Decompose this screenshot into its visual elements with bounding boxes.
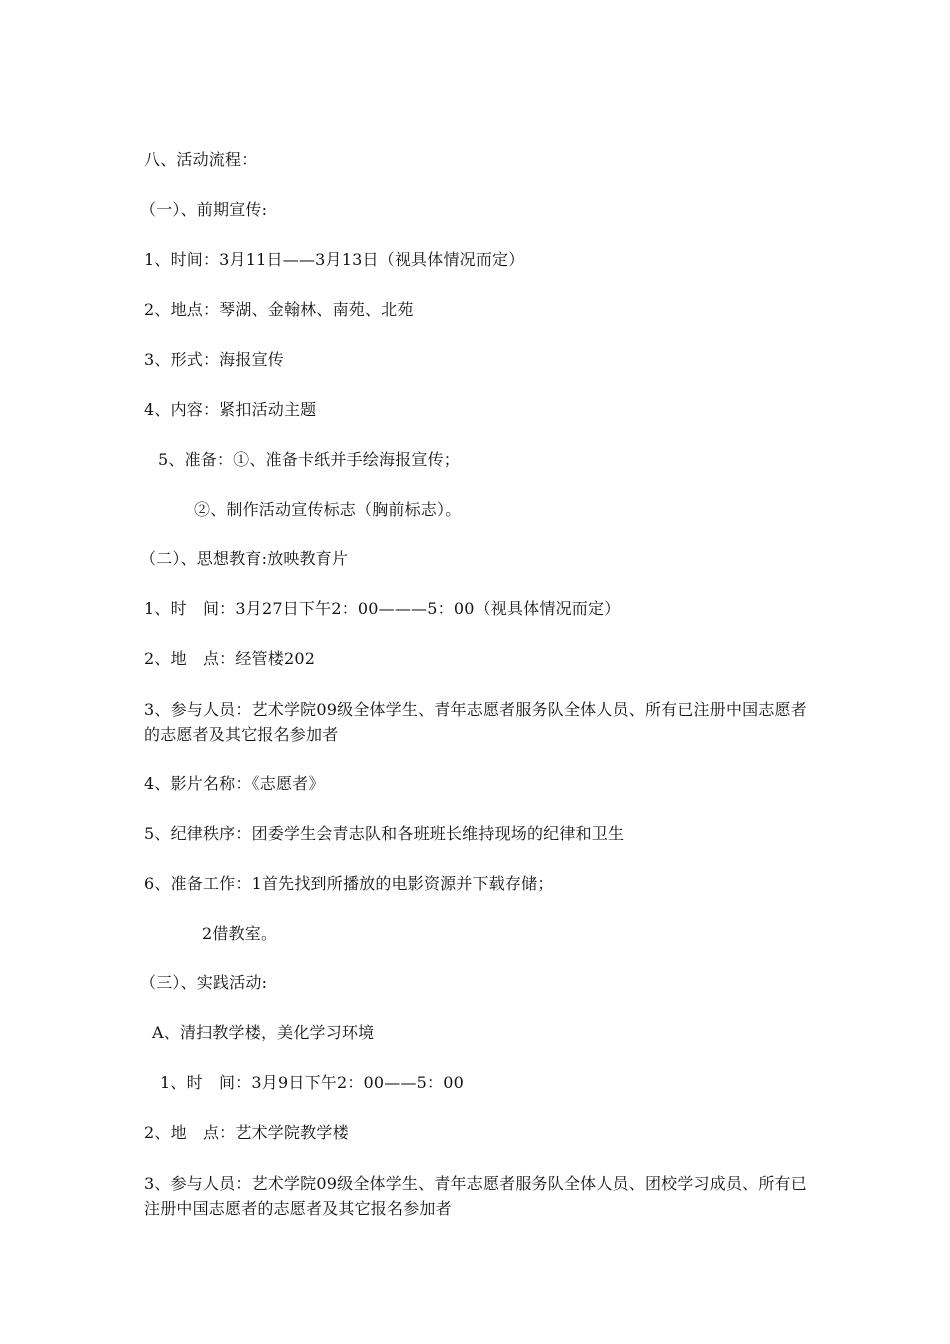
paragraph-line: 2、地 点：艺术学院教学楼 [144, 1123, 349, 1142]
paragraph-line: A、清扫教学楼，美化学习环境 [152, 1023, 375, 1042]
paragraph-line: ②、制作活动宣传标志（胸前标志）。 [194, 500, 462, 519]
subsection-heading: （一）、前期宣传: [140, 200, 268, 219]
paragraph-multiline: 3、参与人员：艺术学院09级全体学生、青年志愿者服务队全体人员、团校学习成员、所有已注册中国志愿者的志愿者及其它报名参加者 [144, 1174, 807, 1218]
paragraph-line: 5、准备：①、准备卡纸并手绘海报宣传； [158, 450, 460, 469]
subsection-heading: （二）、思想教育:放映教育片 [140, 549, 349, 568]
subsection-heading: （三）、实践活动: [140, 973, 268, 992]
paragraph-line: 4、影片名称：《志愿者》 [144, 774, 325, 793]
paragraph-line: 1、时 间：3月27日下午2：00———5：00（视具体情况而定） [144, 599, 621, 618]
paragraph-line: 2借教室。 [202, 924, 278, 943]
paragraph-line: 2、地点：琴湖、金翰林、南苑、北苑 [144, 300, 414, 319]
section-heading: 八、活动流程： [144, 150, 258, 169]
paragraph-line: 1、时间：3月11日——3月13日（视具体情况而定） [144, 250, 525, 269]
paragraph-line: 6、准备工作：1首先找到所播放的电影资源并下载存储； [144, 874, 554, 893]
paragraph-line: 3、形式：海报宣传 [144, 350, 284, 369]
paragraph-multiline: 3、参与人员：艺术学院09级全体学生、青年志愿者服务队全体人员、所有已注册中国志愿者的志愿者及其它报名参加者 [144, 700, 807, 744]
paragraph-line: 1、时 间：3月9日下午2：00——5：00 [160, 1073, 465, 1092]
paragraph-line: 4、内容：紧扣活动主题 [144, 400, 317, 419]
paragraph-line: 5、纪律秩序：团委学生会青志队和各班班长维持现场的纪律和卫生 [144, 824, 625, 843]
paragraph-line: 2、地 点：经管楼202 [144, 649, 316, 668]
